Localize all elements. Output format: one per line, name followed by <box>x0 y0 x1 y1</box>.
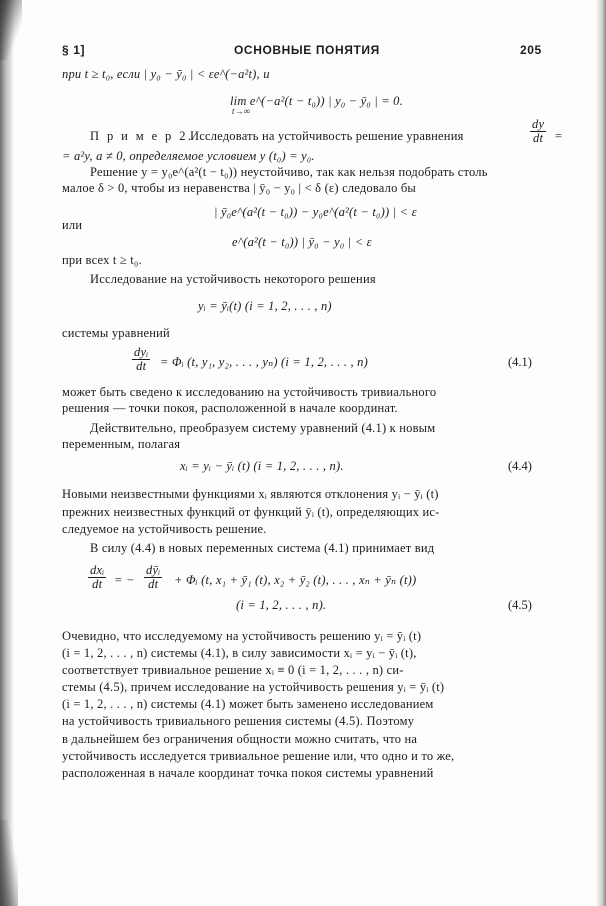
system-formula: = Φᵢ (t, y₁, y₂, . . . , yₙ) (i = 1, 2, . . . , n) <box>160 355 368 369</box>
inequality-formula: e^(a²(t − t₀)) | ȳ₀ − y₀ | < ε <box>232 235 372 249</box>
scan-shadow-left <box>0 0 14 906</box>
dyi-dt-fraction <box>132 346 150 373</box>
text-line: Решение y = y₀e^(a²(t − t₀)) неустойчиво, так как нельзя подобрать столь <box>90 165 488 179</box>
solution-formula: yᵢ = ȳᵢ(t) (i = 1, 2, . . . , n) <box>198 299 332 313</box>
equation-number: (4.4) <box>508 459 532 473</box>
running-title: ОСНОВНЫЕ ПОНЯТИЯ <box>234 43 380 57</box>
text-line: расположенная в начале координат точка покоя системы уравнений <box>62 766 434 780</box>
text-line: стемы (4.5), причем исследование на устойчивость решения yᵢ = ȳᵢ (t) <box>62 680 445 694</box>
transformed-system-formula: + Φᵢ (t, x₁ + ȳ₁ (t), x₂ + ȳ₂ (t), . . . , xₙ + ȳₙ (t)) <box>174 573 417 587</box>
text-line: = a²y, a ≠ 0, определяемое условием y (t₀) = y₀. <box>62 149 315 163</box>
dyi-bar-dt-fraction <box>144 564 162 591</box>
text-line: прежних неизвестных функций от функций ȳᵢ (t), определяющих ис- <box>62 505 440 519</box>
text-line: (i = 1, 2, . . . , n) системы (4.1), в силу зависимости xᵢ = yᵢ − ȳᵢ (t), <box>62 646 417 660</box>
equation-number: (4.5) <box>508 598 532 612</box>
fraction-numerator: dxᵢ <box>90 563 105 577</box>
text-line: (i = 1, 2, . . . , n) системы (4.1) может быть заменено исследованием <box>62 697 434 711</box>
text-line: переменным, полагая <box>62 437 181 451</box>
fraction-denominator: dt <box>533 131 544 145</box>
index-range: (i = 1, 2, . . . , n). <box>236 598 327 612</box>
text-line: системы уравнений <box>62 326 170 340</box>
scan-shadow-bottom-left <box>0 820 18 906</box>
text-line: соответствует тривиальное решение xᵢ ≡ 0 (i = 1, 2, . . . , n) си- <box>62 663 404 677</box>
fraction-denominator: dt <box>148 577 159 591</box>
example-label: П р и м е р 2. <box>90 129 194 143</box>
text-line: Исследование на устойчивость некоторого решения <box>90 272 376 286</box>
scan-shadow-top-left <box>0 0 22 60</box>
text-line: при t ≥ t₀, если | y₀ − ȳ₀ | < εe^(−a²t), и <box>62 67 270 81</box>
dy-dt-fraction <box>530 118 546 145</box>
text-line: В силу (4.4) в новых переменных система (4.1) принимает вид <box>90 541 435 555</box>
dxi-dt-fraction <box>88 564 106 591</box>
section-mark: § 1] <box>62 43 86 57</box>
text-line: на устойчивость тривиального решения системы (4.5). Поэтому <box>62 714 415 728</box>
text-line: при всех t ≥ t₀. <box>62 253 142 267</box>
equals-sign: = <box>555 129 563 143</box>
text-line: устойчивость исследуется тривиальное решение или, что одно и то же, <box>62 749 455 763</box>
text-line: Исследовать на устойчивость решение уравнения <box>190 129 464 143</box>
inequality-formula: | ȳ₀e^(a²(t − t₀)) − y₀e^(a²(t − t₀)) | < ε <box>214 205 417 219</box>
limit-subscript: t→∞ <box>232 106 251 116</box>
fraction-numerator: dy <box>532 117 545 131</box>
fraction-numerator: dyᵢ <box>134 345 149 359</box>
scan-shadow-right <box>596 0 606 906</box>
fraction-denominator: dt <box>136 359 147 373</box>
minus-sign: = − <box>114 573 135 587</box>
fraction-denominator: dt <box>92 577 103 591</box>
text-line: Очевидно, что исследуемому на устойчивость решению yᵢ = ȳᵢ (t) <box>62 629 422 643</box>
text-line: может быть сведено к исследованию на устойчивость тривиального <box>62 385 437 399</box>
limit-formula: lim e^(−a²(t − t₀)) | y₀ − ȳ₀ | = 0. <box>230 94 403 108</box>
equation-number: (4.1) <box>508 355 532 369</box>
text-line: Действительно, преобразуем систему уравнений (4.1) к новым <box>90 421 436 435</box>
substitution-formula: xᵢ = yᵢ − ȳᵢ (t) (i = 1, 2, . . . , n). <box>180 459 344 473</box>
fraction-numerator: dȳᵢ <box>146 563 161 577</box>
text-line: малое δ > 0, чтобы из неравенства | ȳ₀ − y₀ | < δ (ε) следовало бы <box>62 181 417 195</box>
text-line: в дальнейшем без ограничения общности можно считать, что на <box>62 732 418 746</box>
text-line: решения — точки покоя, расположенной в начале координат. <box>62 401 398 415</box>
text-line: Новыми неизвестными функциями xᵢ являются отклонения yᵢ − ȳᵢ (t) <box>62 487 439 501</box>
page-number: 205 <box>520 43 542 57</box>
text-line: или <box>62 218 83 232</box>
text-line: следуемое на устойчивость решение. <box>62 522 267 536</box>
